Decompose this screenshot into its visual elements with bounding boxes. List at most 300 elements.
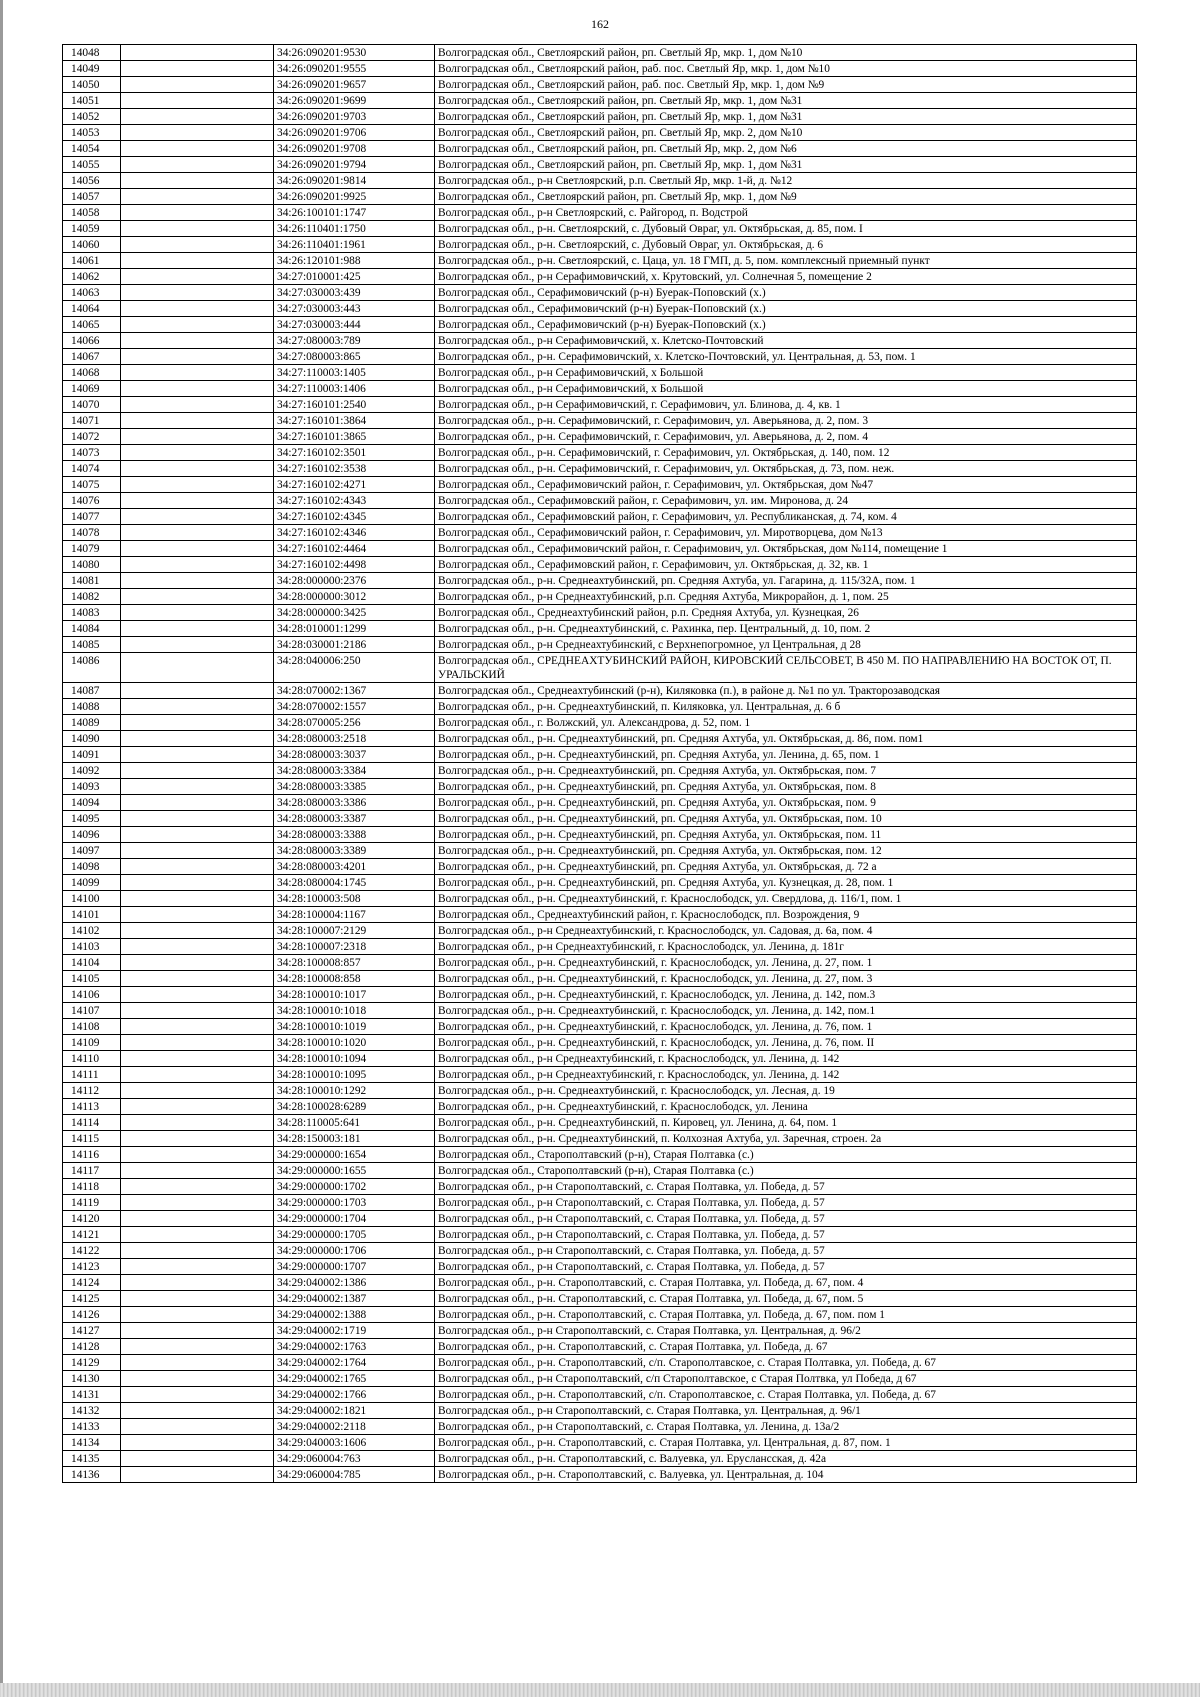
table-row — [63, 381, 1137, 397]
cadastral-number-cell: 34:28:080003:3386 — [274, 795, 435, 811]
table-row — [63, 1275, 1137, 1291]
table-row — [63, 637, 1137, 653]
empty-cell — [121, 173, 274, 189]
row-number-cell: 14069 — [63, 381, 121, 397]
row-number-cell: 14056 — [63, 173, 121, 189]
address-cell: Волгоградская обл., Среднеахтубинский (р-н), Киляковка (п.), в районе д. №1 по ул. Тракторозаводская — [435, 683, 1137, 699]
row-number-cell: 14109 — [63, 1035, 121, 1051]
empty-cell — [121, 875, 274, 891]
cadastral-number-cell: 34:28:100010:1019 — [274, 1019, 435, 1035]
empty-cell — [121, 1115, 274, 1131]
row-number-cell: 14114 — [63, 1115, 121, 1131]
address-cell: Волгоградская обл., р-н. Среднеахтубинский, рп. Средняя Ахтуба, ул. Кузнецкая, д. 28, пом. 1 — [435, 875, 1137, 891]
table-row — [63, 1035, 1137, 1051]
cadastral-number-cell: 34:29:040002:1386 — [274, 1275, 435, 1291]
cadastral-number-cell: 34:26:090201:9657 — [274, 77, 435, 93]
row-number-cell: 14116 — [63, 1147, 121, 1163]
row-number-cell: 14048 — [63, 45, 121, 61]
address-cell: Волгоградская обл., р-н. Среднеахтубинский, г. Краснослободск, ул. Ленина, д. 27, пом. 3 — [435, 971, 1137, 987]
address-cell: Волгоградская обл., Серафимовичский район, г. Серафимович, ул. Миротворцева, дом №13 — [435, 525, 1137, 541]
cadastral-number-cell: 34:26:090201:9814 — [274, 173, 435, 189]
address-cell: Волгоградская обл., р-н. Старополтавский, с/п. Старополтавское, с. Старая Полтавка, ул. Победа, д. 67 — [435, 1355, 1137, 1371]
address-cell: Волгоградская обл., р-н. Среднеахтубинский, г. Краснослободск, ул. Ленина, д. 27, пом. 1 — [435, 955, 1137, 971]
empty-cell — [121, 971, 274, 987]
cadastral-number-cell: 34:27:080003:865 — [274, 349, 435, 365]
row-number-cell: 14134 — [63, 1435, 121, 1451]
address-cell: Волгоградская обл., р-н. Среднеахтубинский, рп. Средняя Ахтуба, ул. Ленина, д. 65, пом. 1 — [435, 747, 1137, 763]
empty-cell — [121, 1307, 274, 1323]
address-cell: Волгоградская обл., Светлоярский район, рп. Светлый Яр, мкр. 1, дом №31 — [435, 157, 1137, 173]
row-number-cell: 14080 — [63, 557, 121, 573]
address-cell: Волгоградская обл., Серафимовский район, г. Серафимович, ул. Республиканская, д. 74, ком. 4 — [435, 509, 1137, 525]
empty-cell — [121, 1435, 274, 1451]
address-cell: Волгоградская обл., р-н. Среднеахтубинский, п. Кировец, ул. Ленина, д. 64, пом. 1 — [435, 1115, 1137, 1131]
row-number-cell: 14095 — [63, 811, 121, 827]
empty-cell — [121, 1019, 274, 1035]
empty-cell — [121, 955, 274, 971]
registry-table — [62, 44, 1137, 1483]
cadastral-number-cell: 34:29:040002:1766 — [274, 1387, 435, 1403]
cadastral-number-cell: 34:29:060004:785 — [274, 1467, 435, 1483]
row-number-cell: 14091 — [63, 747, 121, 763]
empty-cell — [121, 715, 274, 731]
empty-cell — [121, 237, 274, 253]
row-number-cell: 14087 — [63, 683, 121, 699]
row-number-cell: 14113 — [63, 1099, 121, 1115]
cadastral-number-cell: 34:28:080003:3389 — [274, 843, 435, 859]
table-row — [63, 557, 1137, 573]
table-row — [63, 875, 1137, 891]
empty-cell — [121, 1467, 274, 1483]
cadastral-number-cell: 34:29:040002:1387 — [274, 1291, 435, 1307]
empty-cell — [121, 923, 274, 939]
empty-cell — [121, 1067, 274, 1083]
address-cell: Волгоградская обл., Светлоярский район, рп. Светлый Яр, мкр. 1, дом №9 — [435, 189, 1137, 205]
row-number-cell: 14100 — [63, 891, 121, 907]
row-number-cell: 14083 — [63, 605, 121, 621]
empty-cell — [121, 477, 274, 493]
address-cell: Волгоградская обл., р-н Старополтавский, с. Старая Полтавка, ул. Победа, д. 57 — [435, 1243, 1137, 1259]
address-cell: Волгоградская обл., р-н. Среднеахтубинский, с. Рахинка, пер. Центральный, д. 10, пом. 2 — [435, 621, 1137, 637]
row-number-cell: 14101 — [63, 907, 121, 923]
row-number-cell: 14124 — [63, 1275, 121, 1291]
address-cell: Волгоградская обл., Светлоярский район, рп. Светлый Яр, мкр. 1, дом №10 — [435, 45, 1137, 61]
cadastral-number-cell: 34:29:040002:1764 — [274, 1355, 435, 1371]
table-row — [63, 461, 1137, 477]
cadastral-number-cell: 34:29:040002:1719 — [274, 1323, 435, 1339]
empty-cell — [121, 589, 274, 605]
address-cell: Волгоградская обл., Старополтавский (р-н), Старая Полтавка (с.) — [435, 1163, 1137, 1179]
address-cell: Волгоградская обл., р-н. Старополтавский, с. Валуевка, ул. Еруслансская, д. 42а — [435, 1451, 1137, 1467]
empty-cell — [121, 461, 274, 477]
row-number-cell: 14131 — [63, 1387, 121, 1403]
empty-cell — [121, 1003, 274, 1019]
row-number-cell: 14129 — [63, 1355, 121, 1371]
cadastral-number-cell: 34:27:160102:4346 — [274, 525, 435, 541]
address-cell: Волгоградская обл., р-н Светлоярский, с. Райгород, п. Водстрой — [435, 205, 1137, 221]
row-number-cell: 14128 — [63, 1339, 121, 1355]
address-cell: Волгоградская обл., р-н. Среднеахтубинский, рп. Средняя Ахтуба, ул. Октябрьская, пом. 7 — [435, 763, 1137, 779]
empty-cell — [121, 525, 274, 541]
address-cell: Волгоградская обл., р-н. Старополтавский, с. Старая Полтавка, ул. Победа, д. 67 — [435, 1339, 1137, 1355]
table-row — [63, 253, 1137, 269]
cadastral-number-cell: 34:29:040002:1821 — [274, 1403, 435, 1419]
address-cell: Волгоградская обл., р-н Старополтавский, с. Старая Полтавка, ул. Ленина, д. 13а/2 — [435, 1419, 1137, 1435]
cadastral-number-cell: 34:27:030003:443 — [274, 301, 435, 317]
address-cell: Волгоградская обл., р-н. Среднеахтубинский, рп. Средняя Ахтуба, ул. Октябрьская, пом. 10 — [435, 811, 1137, 827]
cadastral-number-cell: 34:28:070002:1367 — [274, 683, 435, 699]
cadastral-number-cell: 34:26:120101:988 — [274, 253, 435, 269]
empty-cell — [121, 1451, 274, 1467]
table-row — [63, 109, 1137, 125]
cadastral-number-cell: 34:27:160102:4498 — [274, 557, 435, 573]
address-cell: Волгоградская обл., р-н. Среднеахтубинский, п. Колхозная Ахтуба, ул. Заречная, строен. 2а — [435, 1131, 1137, 1147]
cadastral-number-cell: 34:28:080004:1745 — [274, 875, 435, 891]
table-row — [63, 77, 1137, 93]
table-row — [63, 939, 1137, 955]
table-row — [63, 349, 1137, 365]
table-row — [63, 605, 1137, 621]
cadastral-number-cell: 34:28:080003:3037 — [274, 747, 435, 763]
table-row — [63, 141, 1137, 157]
cadastral-number-cell: 34:29:040002:1388 — [274, 1307, 435, 1323]
empty-cell — [121, 1163, 274, 1179]
table-row — [63, 827, 1137, 843]
row-number-cell: 14111 — [63, 1067, 121, 1083]
empty-cell — [121, 493, 274, 509]
table-row — [63, 1451, 1137, 1467]
cadastral-number-cell: 34:27:160101:2540 — [274, 397, 435, 413]
cadastral-number-cell: 34:26:090201:9794 — [274, 157, 435, 173]
table-row — [63, 541, 1137, 557]
empty-cell — [121, 301, 274, 317]
table-row — [63, 173, 1137, 189]
address-cell: Волгоградская обл., Светлоярский район, рп. Светлый Яр, мкр. 2, дом №6 — [435, 141, 1137, 157]
row-number-cell: 14066 — [63, 333, 121, 349]
row-number-cell: 14104 — [63, 955, 121, 971]
row-number-cell: 14067 — [63, 349, 121, 365]
empty-cell — [121, 1387, 274, 1403]
address-cell: Волгоградская обл., Серафимовичский район, г. Серафимович, ул. Октябрьская, дом №114, помещение 1 — [435, 541, 1137, 557]
row-number-cell: 14130 — [63, 1371, 121, 1387]
cadastral-number-cell: 34:28:080003:3384 — [274, 763, 435, 779]
table-row — [63, 573, 1137, 589]
row-number-cell: 14133 — [63, 1419, 121, 1435]
empty-cell — [121, 1179, 274, 1195]
cadastral-number-cell: 34:29:000000:1654 — [274, 1147, 435, 1163]
row-number-cell: 14108 — [63, 1019, 121, 1035]
table-row — [63, 429, 1137, 445]
table-row — [63, 413, 1137, 429]
empty-cell — [121, 541, 274, 557]
address-cell: Волгоградская обл., р-н. Среднеахтубинский, г. Краснослободск, ул. Лесная, д. 19 — [435, 1083, 1137, 1099]
table-row — [63, 525, 1137, 541]
row-number-cell: 14054 — [63, 141, 121, 157]
cadastral-number-cell: 34:28:100004:1167 — [274, 907, 435, 923]
cadastral-number-cell: 34:29:040002:1765 — [274, 1371, 435, 1387]
address-cell: Волгоградская обл., р-н. Среднеахтубинский, рп. Средняя Ахтуба, ул. Октябрьская, д. 86, пом. пом1 — [435, 731, 1137, 747]
cadastral-number-cell: 34:29:000000:1702 — [274, 1179, 435, 1195]
address-cell: Волгоградская обл., р-н. Старополтавский, с. Старая Полтавка, ул. Победа, д. 67, пом. пом 1 — [435, 1307, 1137, 1323]
row-number-cell: 14055 — [63, 157, 121, 173]
scan-left-edge — [0, 0, 3, 1697]
row-number-cell: 14094 — [63, 795, 121, 811]
table-row — [63, 1243, 1137, 1259]
cadastral-number-cell: 34:28:100010:1017 — [274, 987, 435, 1003]
empty-cell — [121, 93, 274, 109]
table-row — [63, 301, 1137, 317]
cadastral-number-cell: 34:28:000000:2376 — [274, 573, 435, 589]
table-row — [63, 699, 1137, 715]
cadastral-number-cell: 34:27:160102:4271 — [274, 477, 435, 493]
row-number-cell: 14110 — [63, 1051, 121, 1067]
address-cell: Волгоградская обл., р-н. Серафимовичский, х. Клетско-Почтовский, ул. Центральная, д. 53, пом. 1 — [435, 349, 1137, 365]
empty-cell — [121, 699, 274, 715]
cadastral-number-cell: 34:28:080003:2518 — [274, 731, 435, 747]
row-number-cell: 14082 — [63, 589, 121, 605]
row-number-cell: 14097 — [63, 843, 121, 859]
cadastral-number-cell: 34:26:090201:9530 — [274, 45, 435, 61]
table-row — [63, 859, 1137, 875]
cadastral-number-cell: 34:28:000000:3012 — [274, 589, 435, 605]
cadastral-number-cell: 34:28:100010:1018 — [274, 1003, 435, 1019]
row-number-cell: 14060 — [63, 237, 121, 253]
empty-cell — [121, 621, 274, 637]
row-number-cell: 14088 — [63, 699, 121, 715]
empty-cell — [121, 1035, 274, 1051]
row-number-cell: 14096 — [63, 827, 121, 843]
table-row — [63, 811, 1137, 827]
table-row — [63, 1419, 1137, 1435]
address-cell: Волгоградская обл., р-н Серафимовичский, х Большой — [435, 381, 1137, 397]
row-number-cell: 14051 — [63, 93, 121, 109]
row-number-cell: 14057 — [63, 189, 121, 205]
table-row — [63, 653, 1137, 683]
empty-cell — [121, 1291, 274, 1307]
row-number-cell: 14102 — [63, 923, 121, 939]
cadastral-number-cell: 34:27:160102:3538 — [274, 461, 435, 477]
empty-cell — [121, 1275, 274, 1291]
empty-cell — [121, 1323, 274, 1339]
empty-cell — [121, 381, 274, 397]
address-cell: Волгоградская обл., р-н Старополтавский, с. Старая Полтавка, ул. Победа, д. 57 — [435, 1179, 1137, 1195]
address-cell: Волгоградская обл., р-н. Светлоярский, с. Цаца, ул. 18 ГМП, д. 5, пом. комплексный приемный пункт — [435, 253, 1137, 269]
empty-cell — [121, 253, 274, 269]
cadastral-number-cell: 34:26:110401:1750 — [274, 221, 435, 237]
row-number-cell: 14125 — [63, 1291, 121, 1307]
row-number-cell: 14105 — [63, 971, 121, 987]
address-cell: Волгоградская обл., Светлоярский район, раб. пос. Светлый Яр, мкр. 1, дом №10 — [435, 61, 1137, 77]
row-number-cell: 14077 — [63, 509, 121, 525]
table-row — [63, 971, 1137, 987]
empty-cell — [121, 445, 274, 461]
table-row — [63, 445, 1137, 461]
row-number-cell: 14121 — [63, 1227, 121, 1243]
empty-cell — [121, 1371, 274, 1387]
row-number-cell: 14059 — [63, 221, 121, 237]
row-number-cell: 14075 — [63, 477, 121, 493]
table-row — [63, 269, 1137, 285]
address-cell: Волгоградская обл., Серафимовичский (р-н) Буерак-Поповский (х.) — [435, 301, 1137, 317]
table-row — [63, 1051, 1137, 1067]
row-number-cell: 14050 — [63, 77, 121, 93]
empty-cell — [121, 747, 274, 763]
cadastral-number-cell: 34:28:150003:181 — [274, 1131, 435, 1147]
row-number-cell: 14122 — [63, 1243, 121, 1259]
row-number-cell: 14092 — [63, 763, 121, 779]
empty-cell — [121, 285, 274, 301]
row-number-cell: 14120 — [63, 1211, 121, 1227]
cadastral-number-cell: 34:28:100010:1094 — [274, 1051, 435, 1067]
row-number-cell: 14126 — [63, 1307, 121, 1323]
cadastral-number-cell: 34:28:000000:3425 — [274, 605, 435, 621]
cadastral-number-cell: 34:29:000000:1704 — [274, 1211, 435, 1227]
empty-cell — [121, 509, 274, 525]
cadastral-number-cell: 34:26:090201:9708 — [274, 141, 435, 157]
address-cell: Волгоградская обл., р-н. Старополтавский, с. Старая Полтавка, ул. Победа, д. 67, пом. 5 — [435, 1291, 1137, 1307]
address-cell: Волгоградская обл., р-н. Старополтавский, с. Старая Полтавка, ул. Центральная, д. 87, пом. 1 — [435, 1435, 1137, 1451]
empty-cell — [121, 1147, 274, 1163]
empty-cell — [121, 605, 274, 621]
cadastral-number-cell: 34:28:100008:857 — [274, 955, 435, 971]
table-row — [63, 621, 1137, 637]
row-number-cell: 14099 — [63, 875, 121, 891]
address-cell: Волгоградская обл., р-н. Среднеахтубинский, рп. Средняя Ахтуба, ул. Октябрьская, пом. 12 — [435, 843, 1137, 859]
empty-cell — [121, 1339, 274, 1355]
address-cell: Волгоградская обл., р-н. Серафимовичский, г. Серафимович, ул. Октябрьская, д. 140, пом. 12 — [435, 445, 1137, 461]
empty-cell — [121, 843, 274, 859]
empty-cell — [121, 653, 274, 683]
empty-cell — [121, 573, 274, 589]
table-row — [63, 1147, 1137, 1163]
address-cell: Волгоградская обл., р-н. Серафимовичский, г. Серафимович, ул. Октябрьская, д. 73, пом. неж. — [435, 461, 1137, 477]
empty-cell — [121, 1227, 274, 1243]
table-row — [63, 221, 1137, 237]
row-number-cell: 14049 — [63, 61, 121, 77]
registry-table-body — [63, 45, 1137, 1483]
empty-cell — [121, 189, 274, 205]
row-number-cell: 14061 — [63, 253, 121, 269]
cadastral-number-cell: 34:28:080003:3387 — [274, 811, 435, 827]
row-number-cell: 14078 — [63, 525, 121, 541]
table-row — [63, 125, 1137, 141]
table-row — [63, 1467, 1137, 1483]
cadastral-number-cell: 34:27:160101:3865 — [274, 429, 435, 445]
address-cell: Волгоградская обл., р-н Старополтавский, с. Старая Полтавка, ул. Центральная, д. 96/2 — [435, 1323, 1137, 1339]
empty-cell — [121, 779, 274, 795]
table-row — [63, 477, 1137, 493]
table-row — [63, 61, 1137, 77]
table-row — [63, 923, 1137, 939]
row-number-cell: 14062 — [63, 269, 121, 285]
cadastral-number-cell: 34:27:110003:1406 — [274, 381, 435, 397]
table-row — [63, 509, 1137, 525]
address-cell: Волгоградская обл., Светлоярский район, рп. Светлый Яр, мкр. 1, дом №31 — [435, 93, 1137, 109]
empty-cell — [121, 1355, 274, 1371]
row-number-cell: 14123 — [63, 1259, 121, 1275]
row-number-cell: 14086 — [63, 653, 121, 683]
cadastral-number-cell: 34:28:100010:1095 — [274, 1067, 435, 1083]
empty-cell — [121, 1403, 274, 1419]
table-row — [63, 1179, 1137, 1195]
table-row — [63, 1259, 1137, 1275]
address-cell: Волгоградская обл., р-н Старополтавский, с. Старая Полтавка, ул. Победа, д. 57 — [435, 1227, 1137, 1243]
row-number-cell: 14071 — [63, 413, 121, 429]
address-cell: Волгоградская обл., р-н Старополтавский, с. Старая Полтавка, ул. Победа, д. 57 — [435, 1195, 1137, 1211]
empty-cell — [121, 1131, 274, 1147]
empty-cell — [121, 907, 274, 923]
table-row — [63, 715, 1137, 731]
row-number-cell: 14079 — [63, 541, 121, 557]
cadastral-number-cell: 34:28:080003:3385 — [274, 779, 435, 795]
empty-cell — [121, 397, 274, 413]
table-row — [63, 1211, 1137, 1227]
cadastral-number-cell: 34:29:000000:1706 — [274, 1243, 435, 1259]
empty-cell — [121, 77, 274, 93]
cadastral-number-cell: 34:27:160102:4464 — [274, 541, 435, 557]
row-number-cell: 14107 — [63, 1003, 121, 1019]
empty-cell — [121, 429, 274, 445]
cadastral-number-cell: 34:26:100101:1747 — [274, 205, 435, 221]
empty-cell — [121, 1259, 274, 1275]
table-row — [63, 843, 1137, 859]
row-number-cell: 14089 — [63, 715, 121, 731]
row-number-cell: 14052 — [63, 109, 121, 125]
table-row — [63, 1163, 1137, 1179]
row-number-cell: 14074 — [63, 461, 121, 477]
table-row — [63, 1115, 1137, 1131]
row-number-cell: 14132 — [63, 1403, 121, 1419]
address-cell: Волгоградская обл., р-н. Светлоярский, с. Дубовый Овраг, ул. Октябрьская, д. 6 — [435, 237, 1137, 253]
row-number-cell: 14136 — [63, 1467, 121, 1483]
address-cell: Волгоградская обл., Старополтавский (р-н), Старая Полтавка (с.) — [435, 1147, 1137, 1163]
empty-cell — [121, 269, 274, 285]
table-row — [63, 333, 1137, 349]
cadastral-number-cell: 34:29:040002:2118 — [274, 1419, 435, 1435]
cadastral-number-cell: 34:26:090201:9699 — [274, 93, 435, 109]
cadastral-number-cell: 34:27:030003:439 — [274, 285, 435, 301]
row-number-cell: 14070 — [63, 397, 121, 413]
table-row — [63, 397, 1137, 413]
row-number-cell: 14098 — [63, 859, 121, 875]
address-cell: Волгоградская обл., р-н Среднеахтубинский, г. Краснослободск, ул. Ленина, д. 142 — [435, 1051, 1137, 1067]
row-number-cell: 14135 — [63, 1451, 121, 1467]
address-cell: Волгоградская обл., р-н. Среднеахтубинский, г. Краснослободск, ул. Ленина, д. 76, пом. II — [435, 1035, 1137, 1051]
empty-cell — [121, 637, 274, 653]
table-row — [63, 45, 1137, 61]
table-row — [63, 1099, 1137, 1115]
address-cell: Волгоградская обл., р-н. Среднеахтубинский, п. Киляковка, ул. Центральная, д. 6 б — [435, 699, 1137, 715]
row-number-cell: 14115 — [63, 1131, 121, 1147]
row-number-cell: 14072 — [63, 429, 121, 445]
address-cell: Волгоградская обл., р-н. Старополтавский, с. Старая Полтавка, ул. Победа, д. 67, пом. 4 — [435, 1275, 1137, 1291]
table-row — [63, 1435, 1137, 1451]
cadastral-number-cell: 34:27:030003:444 — [274, 317, 435, 333]
address-cell: Волгоградская обл., Серафимовичский район, г. Серафимович, ул. Октябрьская, дом №47 — [435, 477, 1137, 493]
table-row — [63, 1003, 1137, 1019]
table-row — [63, 205, 1137, 221]
table-row — [63, 1131, 1137, 1147]
cadastral-number-cell: 34:29:000000:1655 — [274, 1163, 435, 1179]
cadastral-number-cell: 34:26:090201:9925 — [274, 189, 435, 205]
address-cell: Волгоградская обл., р-н. Среднеахтубинский, рп. Средняя Ахтуба, ул. Гагарина, д. 115/32А, пом. 1 — [435, 573, 1137, 589]
table-row — [63, 1019, 1137, 1035]
table-row — [63, 1227, 1137, 1243]
empty-cell — [121, 683, 274, 699]
table-row — [63, 683, 1137, 699]
table-row — [63, 493, 1137, 509]
cadastral-number-cell: 34:28:100007:2129 — [274, 923, 435, 939]
